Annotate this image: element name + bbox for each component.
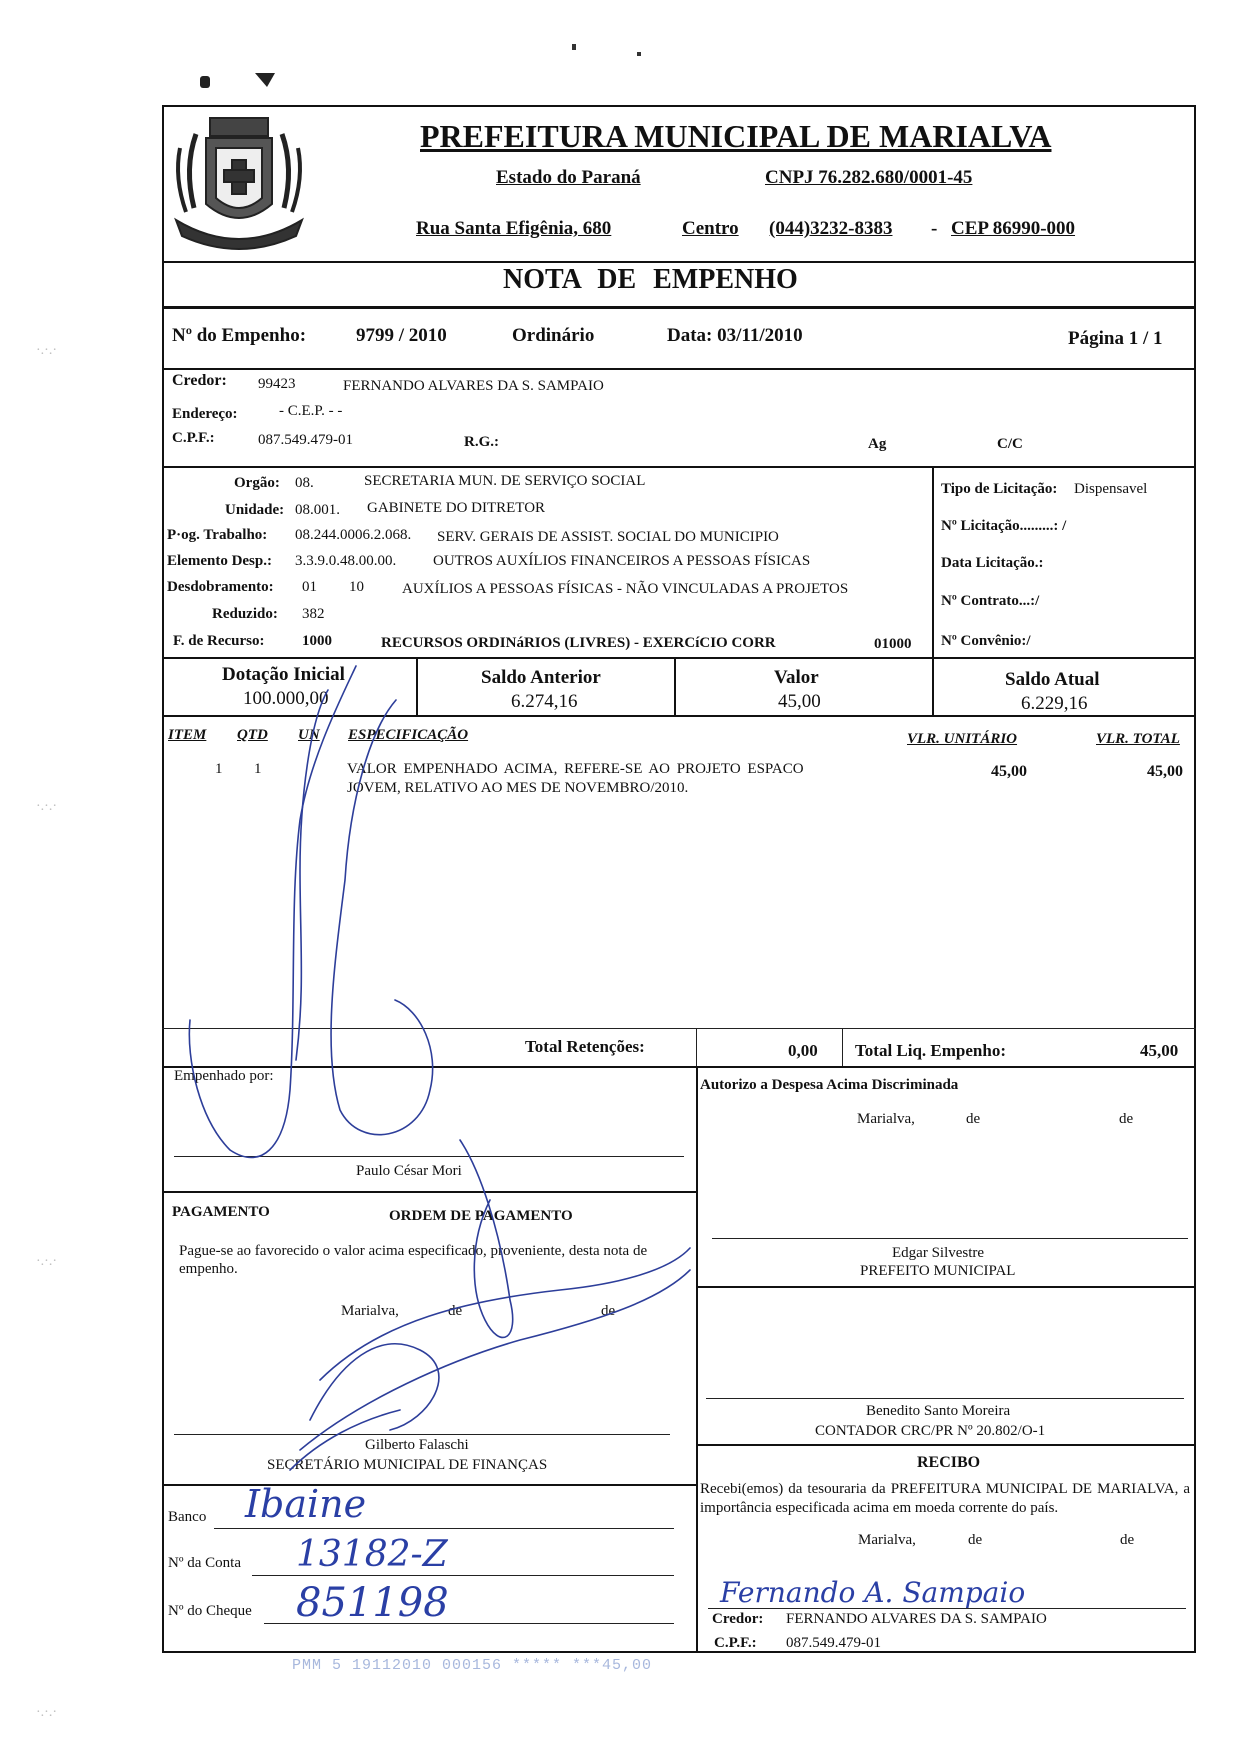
- signature-line: [712, 1238, 1188, 1239]
- divider: [674, 657, 676, 715]
- cpf-value: 087.549.479-01: [258, 432, 353, 448]
- recibo-cpf-label: C.P.F.:: [714, 1635, 757, 1651]
- credor-name: FERNANDO ALVARES DA S. SAMPAIO: [343, 378, 604, 394]
- numero-convenio: Nº Convênio:/: [941, 633, 1031, 649]
- prefeito-name: Edgar Silvestre: [892, 1245, 985, 1261]
- total-retencoes-label: Total Retenções:: [525, 1037, 645, 1056]
- scan-noise: ·.·.·: [36, 343, 57, 358]
- recibo-cpf-value: 087.549.479-01: [786, 1635, 881, 1651]
- col-especificacao: ESPECIFICAÇÃO: [348, 727, 469, 743]
- row-especificacao-line-1: VALOR EMPENHADO ACIMA, REFERE-SE AO PROJETO ESPACO: [347, 761, 804, 777]
- cpf-label: C.P.F.:: [172, 430, 215, 446]
- divider: [162, 657, 1196, 659]
- total-liquido-label: Total Liq. Empenho:: [855, 1041, 1006, 1060]
- cep: CEP 86990-000: [951, 218, 1076, 239]
- empenhado-por-label: Empenhado por:: [174, 1068, 274, 1084]
- divider: [162, 1484, 696, 1486]
- numero-licitacao: Nº Licitação.........: /: [941, 518, 1067, 534]
- col-valor-total: VLR. TOTAL: [1096, 731, 1180, 747]
- row-especificacao-line-2: JOVEM, RELATIVO AO MES DE NOVEMBRO/2010.: [347, 780, 689, 796]
- saldo-atual-value: 6.229,16: [1021, 693, 1088, 714]
- contador-name: Benedito Santo Moreira: [866, 1403, 1011, 1419]
- credor-label: Credor:: [172, 372, 227, 389]
- divider: [162, 1191, 696, 1193]
- authentication-stamp: PMM 5 19112010 000156 ***** ***45,00: [292, 1657, 653, 1674]
- divider: [932, 466, 934, 657]
- empenhado-por-signer: Paulo César Mori: [356, 1163, 462, 1179]
- cheque-label: Nº do Cheque: [168, 1603, 252, 1619]
- reduzido-label: Reduzido:: [212, 606, 278, 622]
- divider: [162, 1028, 1196, 1029]
- unidade-code: 08.001.: [295, 502, 340, 518]
- scan-speck: [200, 76, 210, 88]
- orgao-label: Orgão:: [234, 475, 280, 491]
- banco-label: Banco: [168, 1509, 207, 1525]
- rua: Rua Santa Efigênia, 680: [416, 218, 612, 239]
- recibo-credor-value: FERNANDO ALVARES DA S. SAMPAIO: [786, 1611, 1047, 1627]
- page-number: Página 1 / 1: [1068, 328, 1163, 349]
- divider: [162, 715, 1196, 717]
- cheque-handwritten: 851198: [296, 1580, 449, 1626]
- recibo-text: Recebi(emos) da tesouraria da PREFEITURA MUNICIPAL DE MARIALVA, a importância especificada acima em moeda corrente do país.: [700, 1481, 1190, 1516]
- total-liquido-value: 45,00: [1140, 1041, 1179, 1060]
- conta-label: Nº da Conta: [168, 1555, 241, 1571]
- signature-line: [708, 1608, 1186, 1609]
- divider: [932, 657, 934, 715]
- signature-line: [174, 1156, 684, 1157]
- numero-contrato: Nº Contrato...:/: [941, 593, 1040, 609]
- centro: Centro: [682, 218, 739, 239]
- elemento-desc: OUTROS AUXÍLIOS FINANCEIROS A PESSOAS FÍSICAS: [433, 553, 811, 569]
- tipo-licitacao-value: Dispensavel: [1074, 481, 1148, 497]
- empenho-number-label: Nº do Empenho:: [172, 325, 307, 346]
- divider: [162, 261, 1196, 263]
- total-retencoes-value: 0,00: [788, 1041, 818, 1060]
- desdobramento-code-1: 01: [302, 579, 317, 595]
- desdobramento-code-2: 10: [349, 579, 364, 595]
- banco-handwritten: Ibaine: [245, 1482, 367, 1526]
- row-valor-total: 45,00: [1147, 763, 1183, 780]
- autorizo-city: Marialva,: [857, 1111, 915, 1127]
- saldo-anterior-value: 6.274,16: [511, 691, 578, 712]
- fone: (044)3232-8383: [769, 218, 893, 239]
- desdobramento-label: Desdobramento:: [167, 579, 274, 595]
- conta-corrente-label: C/C: [997, 436, 1023, 452]
- recibo-city: Marialva,: [858, 1532, 916, 1548]
- orgao-desc: SECRETARIA MUN. DE SERVIÇO SOCIAL: [364, 473, 646, 489]
- divider: [696, 1444, 1196, 1446]
- agencia-label: Ag: [868, 436, 887, 452]
- scan-speck: [572, 44, 576, 50]
- prog-trabalho-desc: SERV. GERAIS DE ASSIST. SOCIAL DO MUNICIPIO: [437, 529, 779, 545]
- scan-speck: [255, 73, 275, 87]
- valor-value: 45,00: [778, 691, 821, 712]
- rg-label: R.G.:: [464, 434, 499, 450]
- orgao-code: 08.: [295, 475, 314, 491]
- signature-line: [174, 1434, 670, 1435]
- divider: [842, 1028, 843, 1066]
- fonte-recurso-code-2: 01000: [874, 636, 912, 652]
- secretario-role: SECRETÁRIO MUNICIPAL DE FINANÇAS: [267, 1457, 548, 1473]
- divider: [696, 1028, 697, 1066]
- prefeito-role: PREFEITO MUNICIPAL: [860, 1263, 1016, 1279]
- tipo-licitacao-label: Tipo de Licitação:: [941, 481, 1058, 497]
- row-valor-unitario: 45,00: [991, 763, 1027, 780]
- col-item: ITEM: [168, 727, 207, 743]
- pagamento-de-2: de: [601, 1303, 616, 1319]
- unidade-desc: GABINETE DO DITRETOR: [367, 500, 546, 516]
- autorizo-de-2: de: [1119, 1111, 1134, 1127]
- contador-role: CONTADOR CRC/PR Nº 20.802/O-1: [815, 1423, 1046, 1439]
- valor-label: Valor: [774, 667, 819, 688]
- data-licitacao: Data Licitação.:: [941, 555, 1044, 571]
- row-item: 1: [215, 761, 223, 777]
- recibo-de-1: de: [968, 1532, 983, 1548]
- saldo-atual-label: Saldo Atual: [1005, 669, 1100, 690]
- divider: [162, 1066, 1196, 1068]
- prog-trabalho-label: P·og. Trabalho:: [167, 527, 268, 543]
- endereco-label: Endereço:: [172, 406, 238, 422]
- credor-code: 99423: [258, 376, 296, 392]
- credor-signature: Fernando A. Sampaio: [720, 1576, 1026, 1609]
- pagamento-de-1: de: [448, 1303, 463, 1319]
- recibo-de-2: de: [1120, 1532, 1135, 1548]
- pagamento-text: Pague-se ao favorecido o valor acima especificado, proveniente, desta nota de empenho.: [179, 1243, 648, 1277]
- pagamento-label: PAGAMENTO: [172, 1204, 270, 1220]
- cnpj: CNPJ 76.282.680/0001-45: [765, 167, 973, 188]
- dotacao-inicial-label: Dotação Inicial: [222, 664, 345, 685]
- doc-title: NOTA DE EMPENHO: [503, 264, 798, 295]
- signature-line: [706, 1398, 1184, 1399]
- saldo-anterior-label: Saldo Anterior: [481, 667, 601, 688]
- divider: [162, 306, 1196, 309]
- dotacao-inicial-value: 100.000,00: [243, 688, 329, 709]
- empenho-type: Ordinário: [512, 325, 595, 346]
- recibo-title: RECIBO: [917, 1454, 981, 1471]
- elemento-label: Elemento Desp.:: [167, 553, 272, 569]
- scan-noise: ·.·.·: [36, 1254, 57, 1269]
- conta-handwritten: 13182-Z: [296, 1534, 448, 1575]
- ordem-pagamento-title: ORDEM DE PAGAMENTO: [389, 1208, 573, 1224]
- conta-field-line: [252, 1575, 674, 1576]
- desdobramento-desc: AUXÍLIOS A PESSOAS FÍSICAS - NÃO VINCULADAS A PROJETOS: [402, 581, 849, 597]
- scan-speck: [637, 52, 641, 56]
- autorizo-de-1: de: [966, 1111, 981, 1127]
- recibo-credor-label: Credor:: [712, 1611, 764, 1627]
- fonte-recurso-desc: RECURSOS ORDINáRIOS (LIVRES) - EXERCíCIO CORR: [381, 635, 776, 651]
- empenho-date: Data: 03/11/2010: [667, 325, 803, 346]
- marialva-coat-of-arms: [166, 108, 312, 256]
- divider: [696, 1066, 698, 1653]
- estado: Estado do Paraná: [496, 167, 641, 188]
- divider: [416, 657, 418, 715]
- prog-trabalho-code: 08.244.0006.2.068.: [295, 527, 412, 543]
- fonte-recurso-code: 1000: [302, 633, 332, 649]
- row-qtd: 1: [254, 761, 262, 777]
- pagamento-city: Marialva,: [341, 1303, 399, 1319]
- col-un: UN: [298, 727, 320, 743]
- unidade-label: Unidade:: [225, 502, 285, 518]
- elemento-code: 3.3.9.0.48.00.00.: [295, 553, 397, 569]
- scan-noise: ·.·.·: [36, 1705, 57, 1720]
- divider: [162, 368, 1196, 370]
- col-qtd: QTD: [237, 727, 268, 743]
- empenho-number: 9799 / 2010: [356, 325, 447, 346]
- divider: [162, 466, 1196, 468]
- divider: [696, 1286, 1196, 1288]
- separator: -: [931, 218, 938, 239]
- prefeitura-title: PREFEITURA MUNICIPAL DE MARIALVA: [420, 118, 1052, 154]
- autorizo-title: Autorizo a Despesa Acima Discriminada: [700, 1077, 959, 1093]
- col-valor-unitario: VLR. UNITÁRIO: [907, 731, 1018, 747]
- secretario-name: Gilberto Falaschi: [365, 1437, 469, 1453]
- fonte-recurso-label: F. de Recurso:: [173, 633, 265, 649]
- scan-noise: ·.·.·: [36, 799, 57, 814]
- reduzido-value: 382: [302, 606, 325, 622]
- endereco-value: - C.E.P. - -: [279, 403, 343, 419]
- banco-field-line: [214, 1528, 674, 1529]
